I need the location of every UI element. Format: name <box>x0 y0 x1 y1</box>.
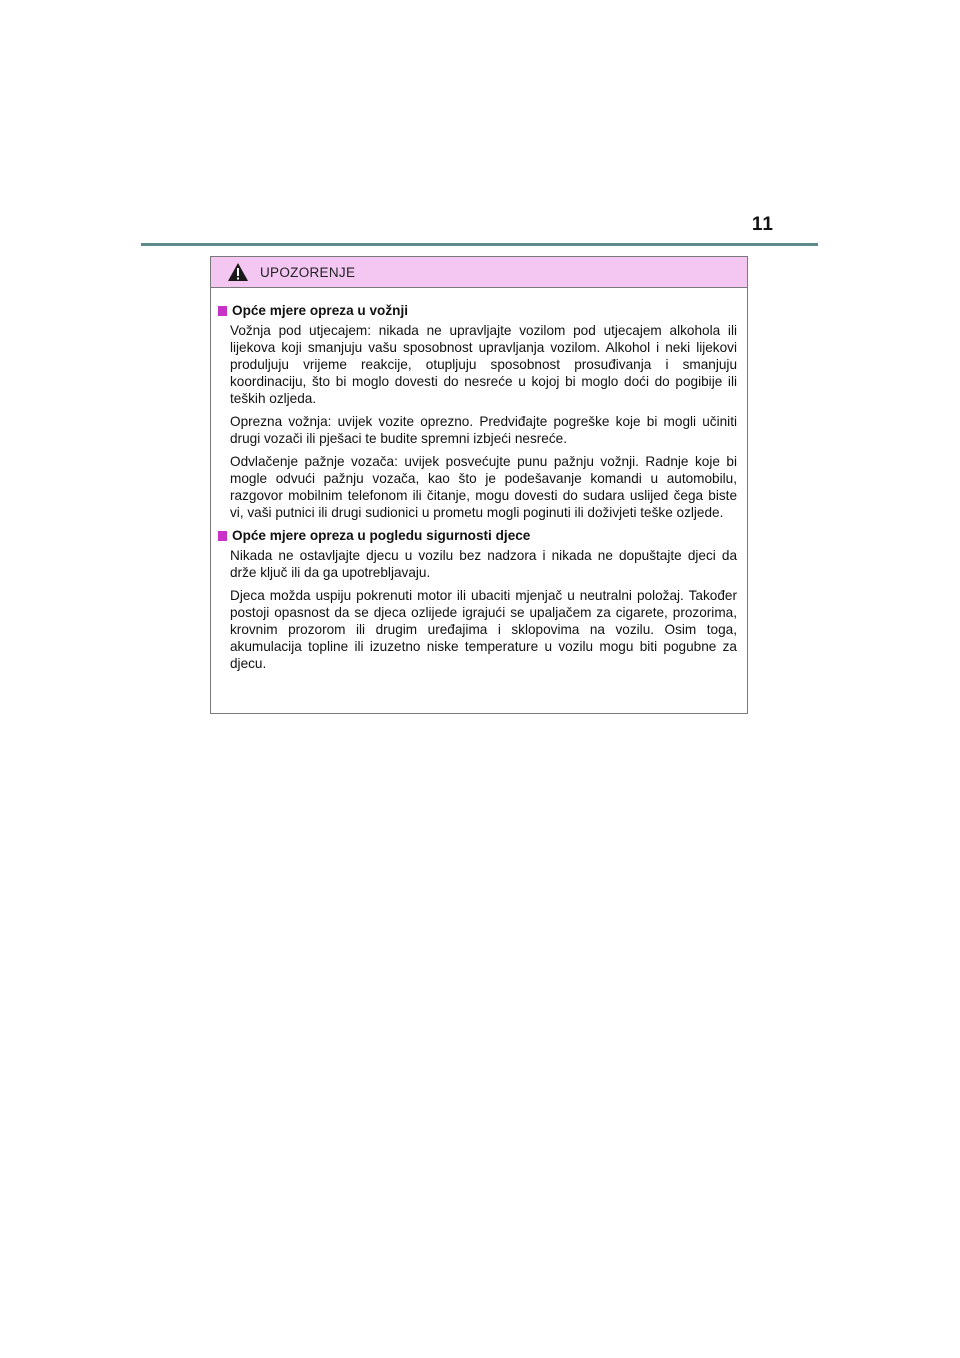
warning-box <box>210 256 748 714</box>
paragraph: Nikada ne ostavljajte djecu u vozilu bez nadzora i nikada ne dopuštajte djeci da drže ključ ili da ga upotrebljavaju. <box>230 548 737 580</box>
square-bullet-icon <box>218 531 227 541</box>
square-bullet-icon <box>218 306 227 316</box>
warning-body <box>211 288 747 672</box>
section-title-driving <box>218 302 737 320</box>
paragraph: Odvlačenje pažnje vozača: uvijek posvećujte punu pažnju vožnji. Radnje koje bi mogle odvući pažnju vozača, kao što je podešavanje komandi u automobilu, razgovor mobilnim telefonom ili čitanje, mogu dovesti do sudara uslijed čega biste vi, vaši putnici ili drugi sudionici u prometu mogli poginuti ili doživjeti teške ozljede. <box>230 454 737 520</box>
header-rule <box>141 243 818 246</box>
section-title-text: Opće mjere opreza u vožnji <box>232 303 409 318</box>
page-number: 11 <box>751 214 774 235</box>
section-title-child-safety <box>218 527 737 545</box>
section-title-text: Opće mjere opreza u pogledu sigurnosti djece <box>232 528 531 543</box>
paragraph: Vožnja pod utjecajem: nikada ne upravljajte vozilom pod utjecajem alkohola ili lijekova koji smanjuju vašu sposobnost upravljanja vozilom. Alkohol i neki lijekovi produljuju vrijeme reakcije, otupljuju sposobnost prosuđivanja i smanjuju koordinaciju, što bi moglo dovesti do nesreće u kojoj bi moglo doći do pogibije ili teških ozljeda. <box>230 323 737 406</box>
paragraph: Djeca možda uspiju pokrenuti motor ili ubaciti mjenjač u neutralni položaj. Također postoji opasnost da se djeca ozlijede igrajući se upaljačem za cigarete, prozorima, krovnim prozorom ili drugim uređajima i sklopovima na vozilu. Osim toga, akumulacija topline ili izuzetno niske temperature u vozilu mogu biti pogubne za djecu. <box>230 588 737 671</box>
warning-title: UPOZORENJE <box>260 264 356 280</box>
paragraph: Oprezna vožnja: uvijek vozite oprezno. Predviđajte pogreške koje bi mogli učiniti drugi vozači ili pješaci te budite spremni izbjeći nesreće. <box>230 414 737 446</box>
warning-header <box>211 257 747 288</box>
warning-triangle-icon <box>227 262 249 282</box>
